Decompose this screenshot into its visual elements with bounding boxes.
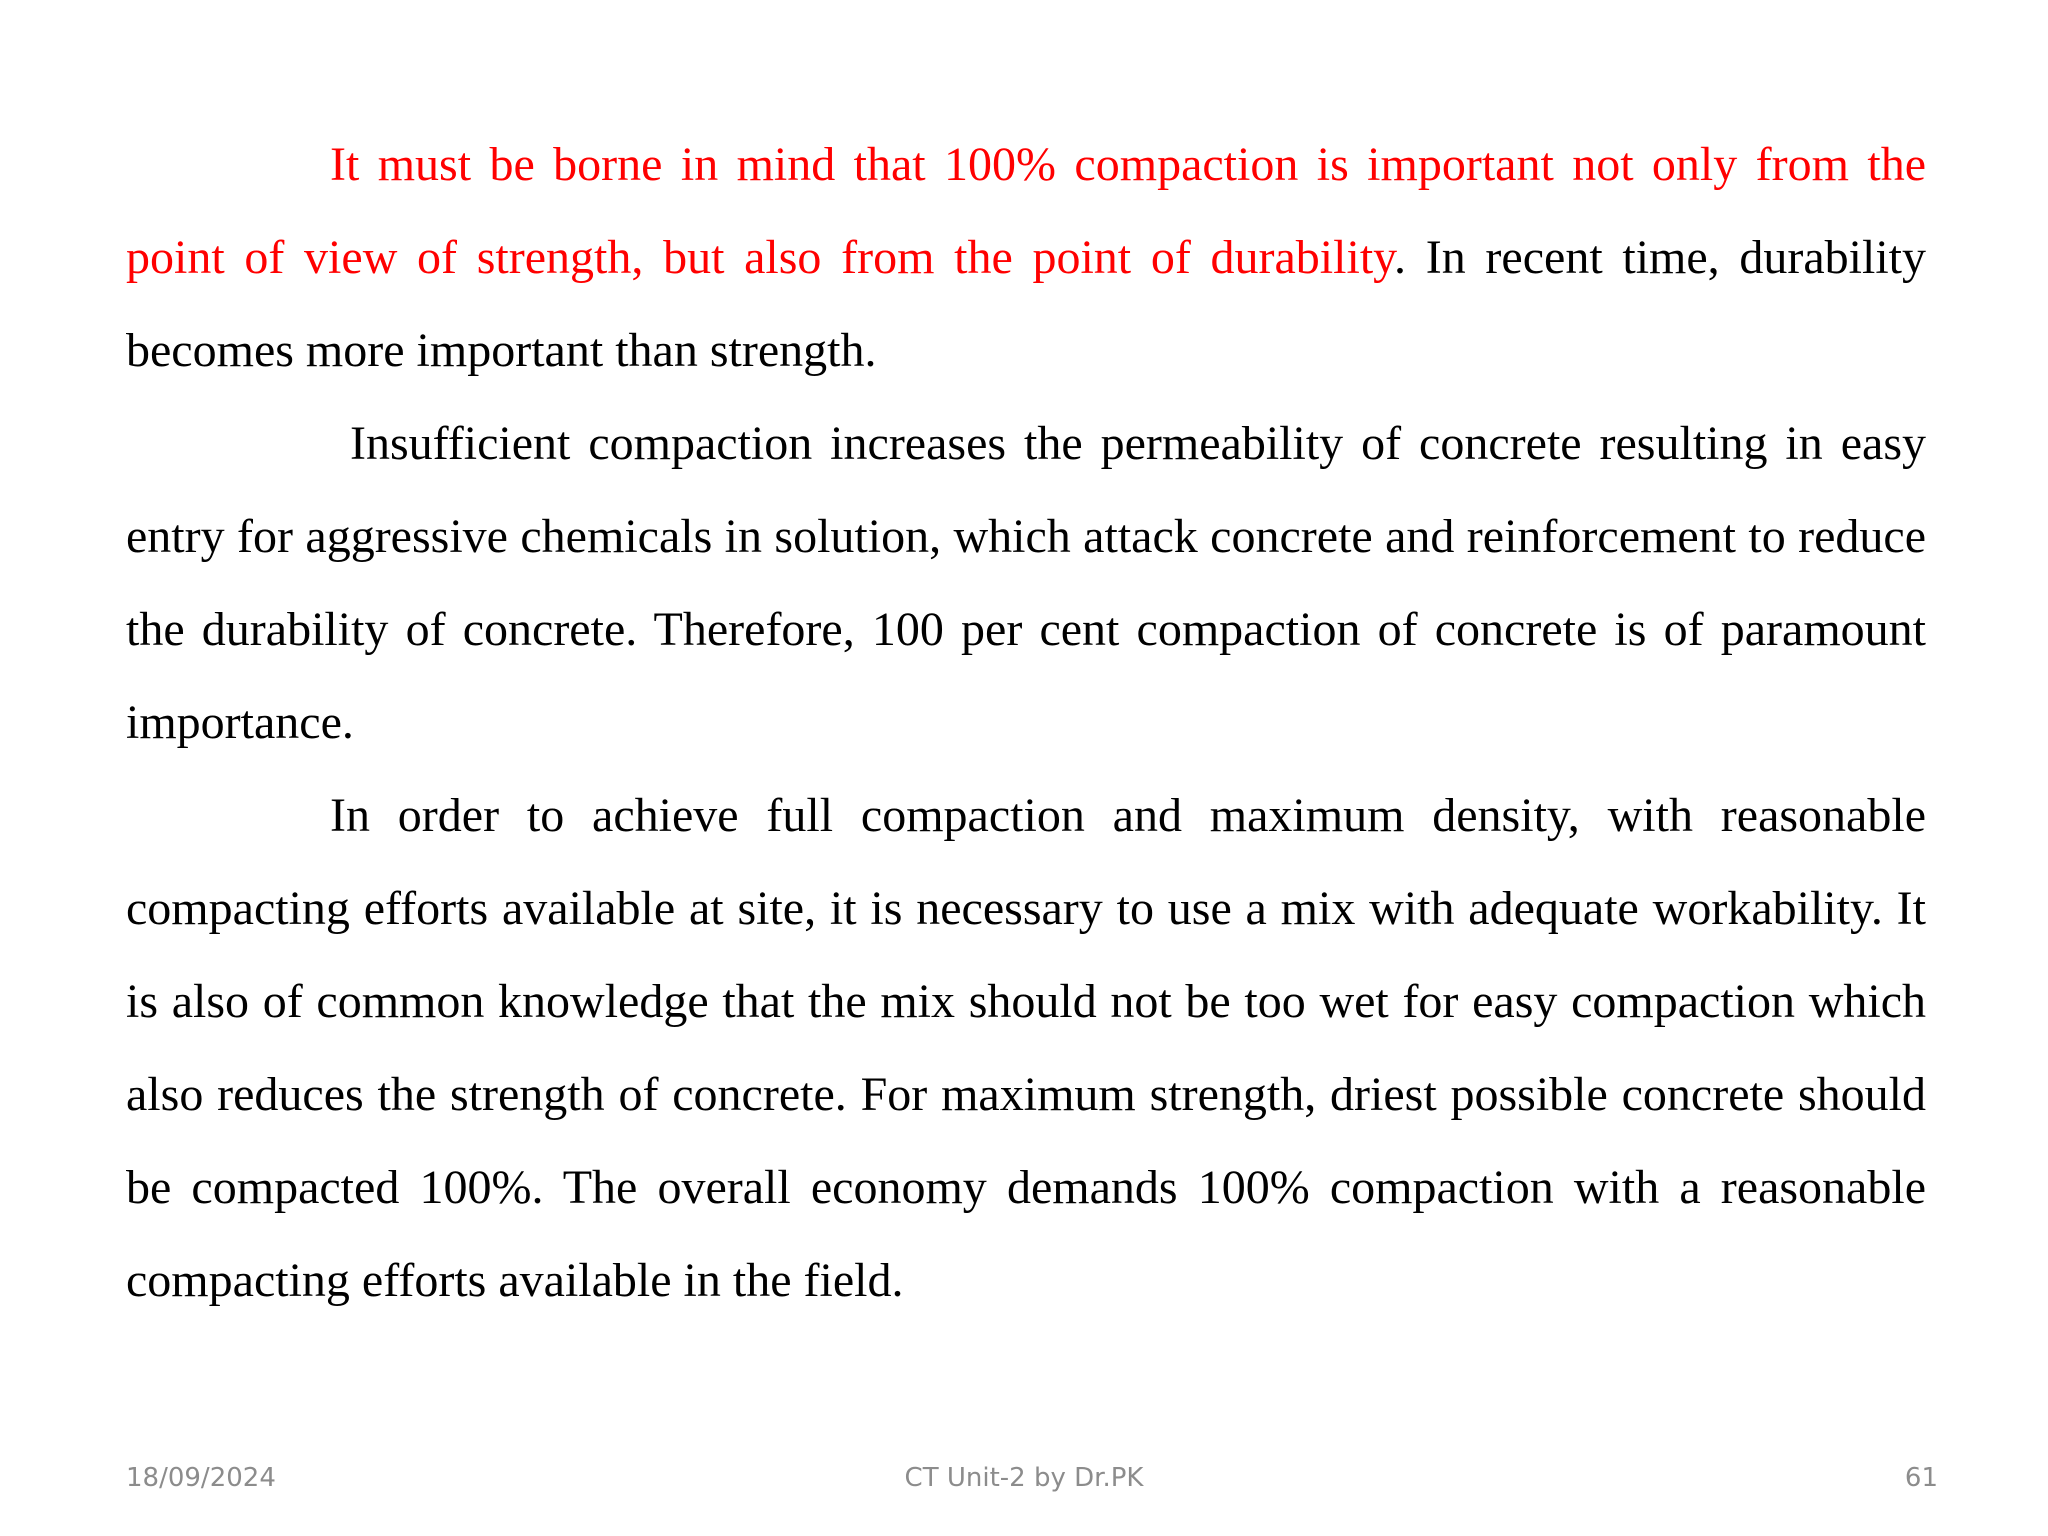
paragraph-continuation: . In recent time, durability becomes more important than strength. <box>126 231 1927 377</box>
footer-date: 18/09/2024 <box>126 1463 276 1493</box>
paragraph-insufficient-compaction: Insufficient compaction increases the permeability of concrete resulting in easy entry for aggressive chemicals in solution, which attack concrete and reinforcement to reduce the durability of concrete. Therefore, 100 per cent compaction of concrete is of paramount importance. <box>126 417 1926 749</box>
footer-title: CT Unit-2 by Dr.PK <box>904 1463 1144 1493</box>
paragraph-compaction-importance <box>126 118 1926 397</box>
slide-body <box>126 118 1926 1327</box>
paragraph-full-compaction: In order to achieve full compaction and maximum density, with reasonable compacting efforts available at site, it is necessary to use a mix with adequate workability. It is also of common knowledge that the mix should not be too wet for easy compaction which also reduces the strength of concrete. For maximum strength, driest possible concrete should be compacted 100%. The overall economy demands 100% compaction with a reasonable compacting efforts available in the field. <box>126 789 1926 1307</box>
slide-number: 61 <box>1904 1463 1938 1493</box>
highlighted-statement: It must be borne in mind that 100% compaction is important not only from the point of view of strength, but also from the point of durability <box>126 138 1926 284</box>
